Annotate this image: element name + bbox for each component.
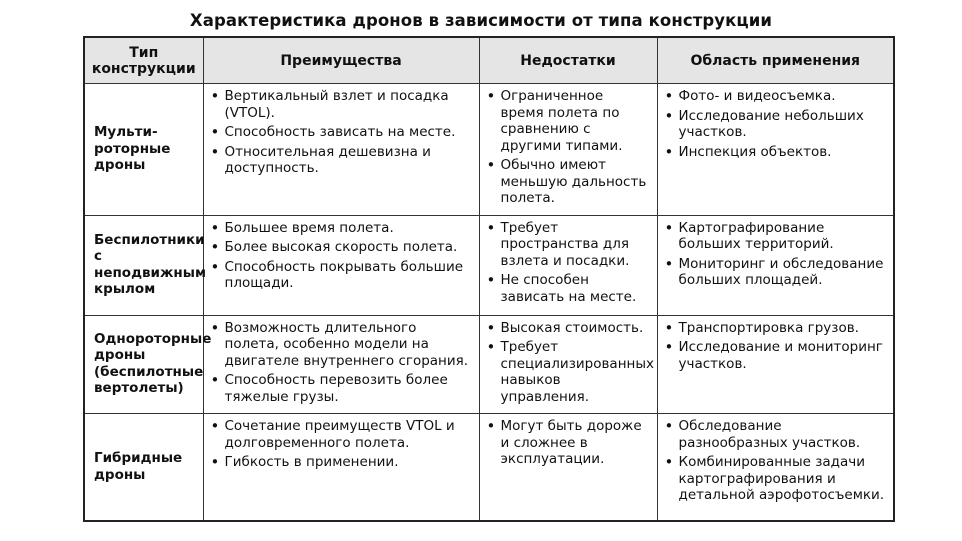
advantages-cell	[203, 215, 479, 315]
list-item: • Исследование и мониторинг участков.	[664, 339, 888, 372]
list-item: • Возможность длительного полета, особенно модели на двигателе внутреннего сгорания.	[210, 320, 473, 370]
disadvantages-cell	[479, 315, 657, 414]
list-item: • Обычно имеют меньшую дальность полета.	[486, 157, 651, 207]
advantages-cell	[203, 315, 479, 414]
list-item: • Ограниченное время полета по сравнению с другими типами.	[486, 88, 651, 154]
list-item: • Картографирование больших территорий.	[664, 220, 888, 253]
drone-comparison-table	[83, 36, 895, 522]
header-disadvantages: Недостатки	[479, 37, 657, 84]
advantages-cell	[203, 414, 479, 522]
list-item: • Мониторинг и обследование больших площадей.	[664, 256, 888, 289]
type-cell: Беспилотники с неподвижным крылом	[84, 215, 203, 315]
list-item: • Высокая стоимость.	[486, 320, 651, 337]
list-item: • Сочетание преимуществ VTOL и долговременного полета.	[210, 418, 473, 451]
header-type: Тип конструкции	[84, 37, 203, 84]
list-item: • Могут быть дороже и сложнее в эксплуатации.	[486, 418, 651, 468]
disadvantages-cell	[479, 84, 657, 216]
header-applications: Область применения	[657, 37, 894, 84]
list-item: • Способность зависать на месте.	[210, 124, 473, 141]
list-item: • Комбинированные задачи картографирования и детальной аэрофотосъемки.	[664, 454, 888, 504]
list-item: • Более высокая скорость полета.	[210, 239, 473, 256]
list-item: • Способность покрывать большие площади.	[210, 259, 473, 292]
applications-cell	[657, 84, 894, 216]
disadvantages-cell	[479, 414, 657, 522]
list-item: • Требует специализированных навыков управления.	[486, 339, 651, 405]
table-row	[84, 315, 894, 414]
list-item: • Инспекция объектов.	[664, 144, 888, 161]
table-row	[84, 215, 894, 315]
list-item: • Обследование разнообразных участков.	[664, 418, 888, 451]
list-item: • Большее время полета.	[210, 220, 473, 237]
list-item: • Гибкость в применении.	[210, 454, 473, 471]
advantages-cell	[203, 84, 479, 216]
applications-cell	[657, 315, 894, 414]
header-advantages: Преимущества	[203, 37, 479, 84]
list-item: • Фото- и видеосъемка.	[664, 88, 888, 105]
list-item: • Относительная дешевизна и доступность.	[210, 144, 473, 177]
table-row	[84, 414, 894, 522]
type-cell: Гибридные дроны	[84, 414, 203, 522]
table-title: Характеристика дронов в зависимости от типа конструкции	[189, 11, 773, 30]
list-item: • Способность перевозить более тяжелые грузы.	[210, 372, 473, 405]
table-row	[84, 84, 894, 216]
list-item: • Требует пространства для взлета и посадки.	[486, 220, 651, 270]
disadvantages-cell	[479, 215, 657, 315]
applications-cell	[657, 215, 894, 315]
type-cell: Мульти-роторные дроны	[84, 84, 203, 216]
header-row	[84, 37, 894, 84]
list-item: • Вертикальный взлет и посадка (VTOL).	[210, 88, 473, 121]
type-cell: Однороторные дроны (беспилотные вертолеты)	[84, 315, 203, 414]
list-item: • Не способен зависать на месте.	[486, 272, 651, 305]
list-item: • Транспортировка грузов.	[664, 320, 888, 337]
applications-cell	[657, 414, 894, 522]
list-item: • Исследование небольших участков.	[664, 108, 888, 141]
